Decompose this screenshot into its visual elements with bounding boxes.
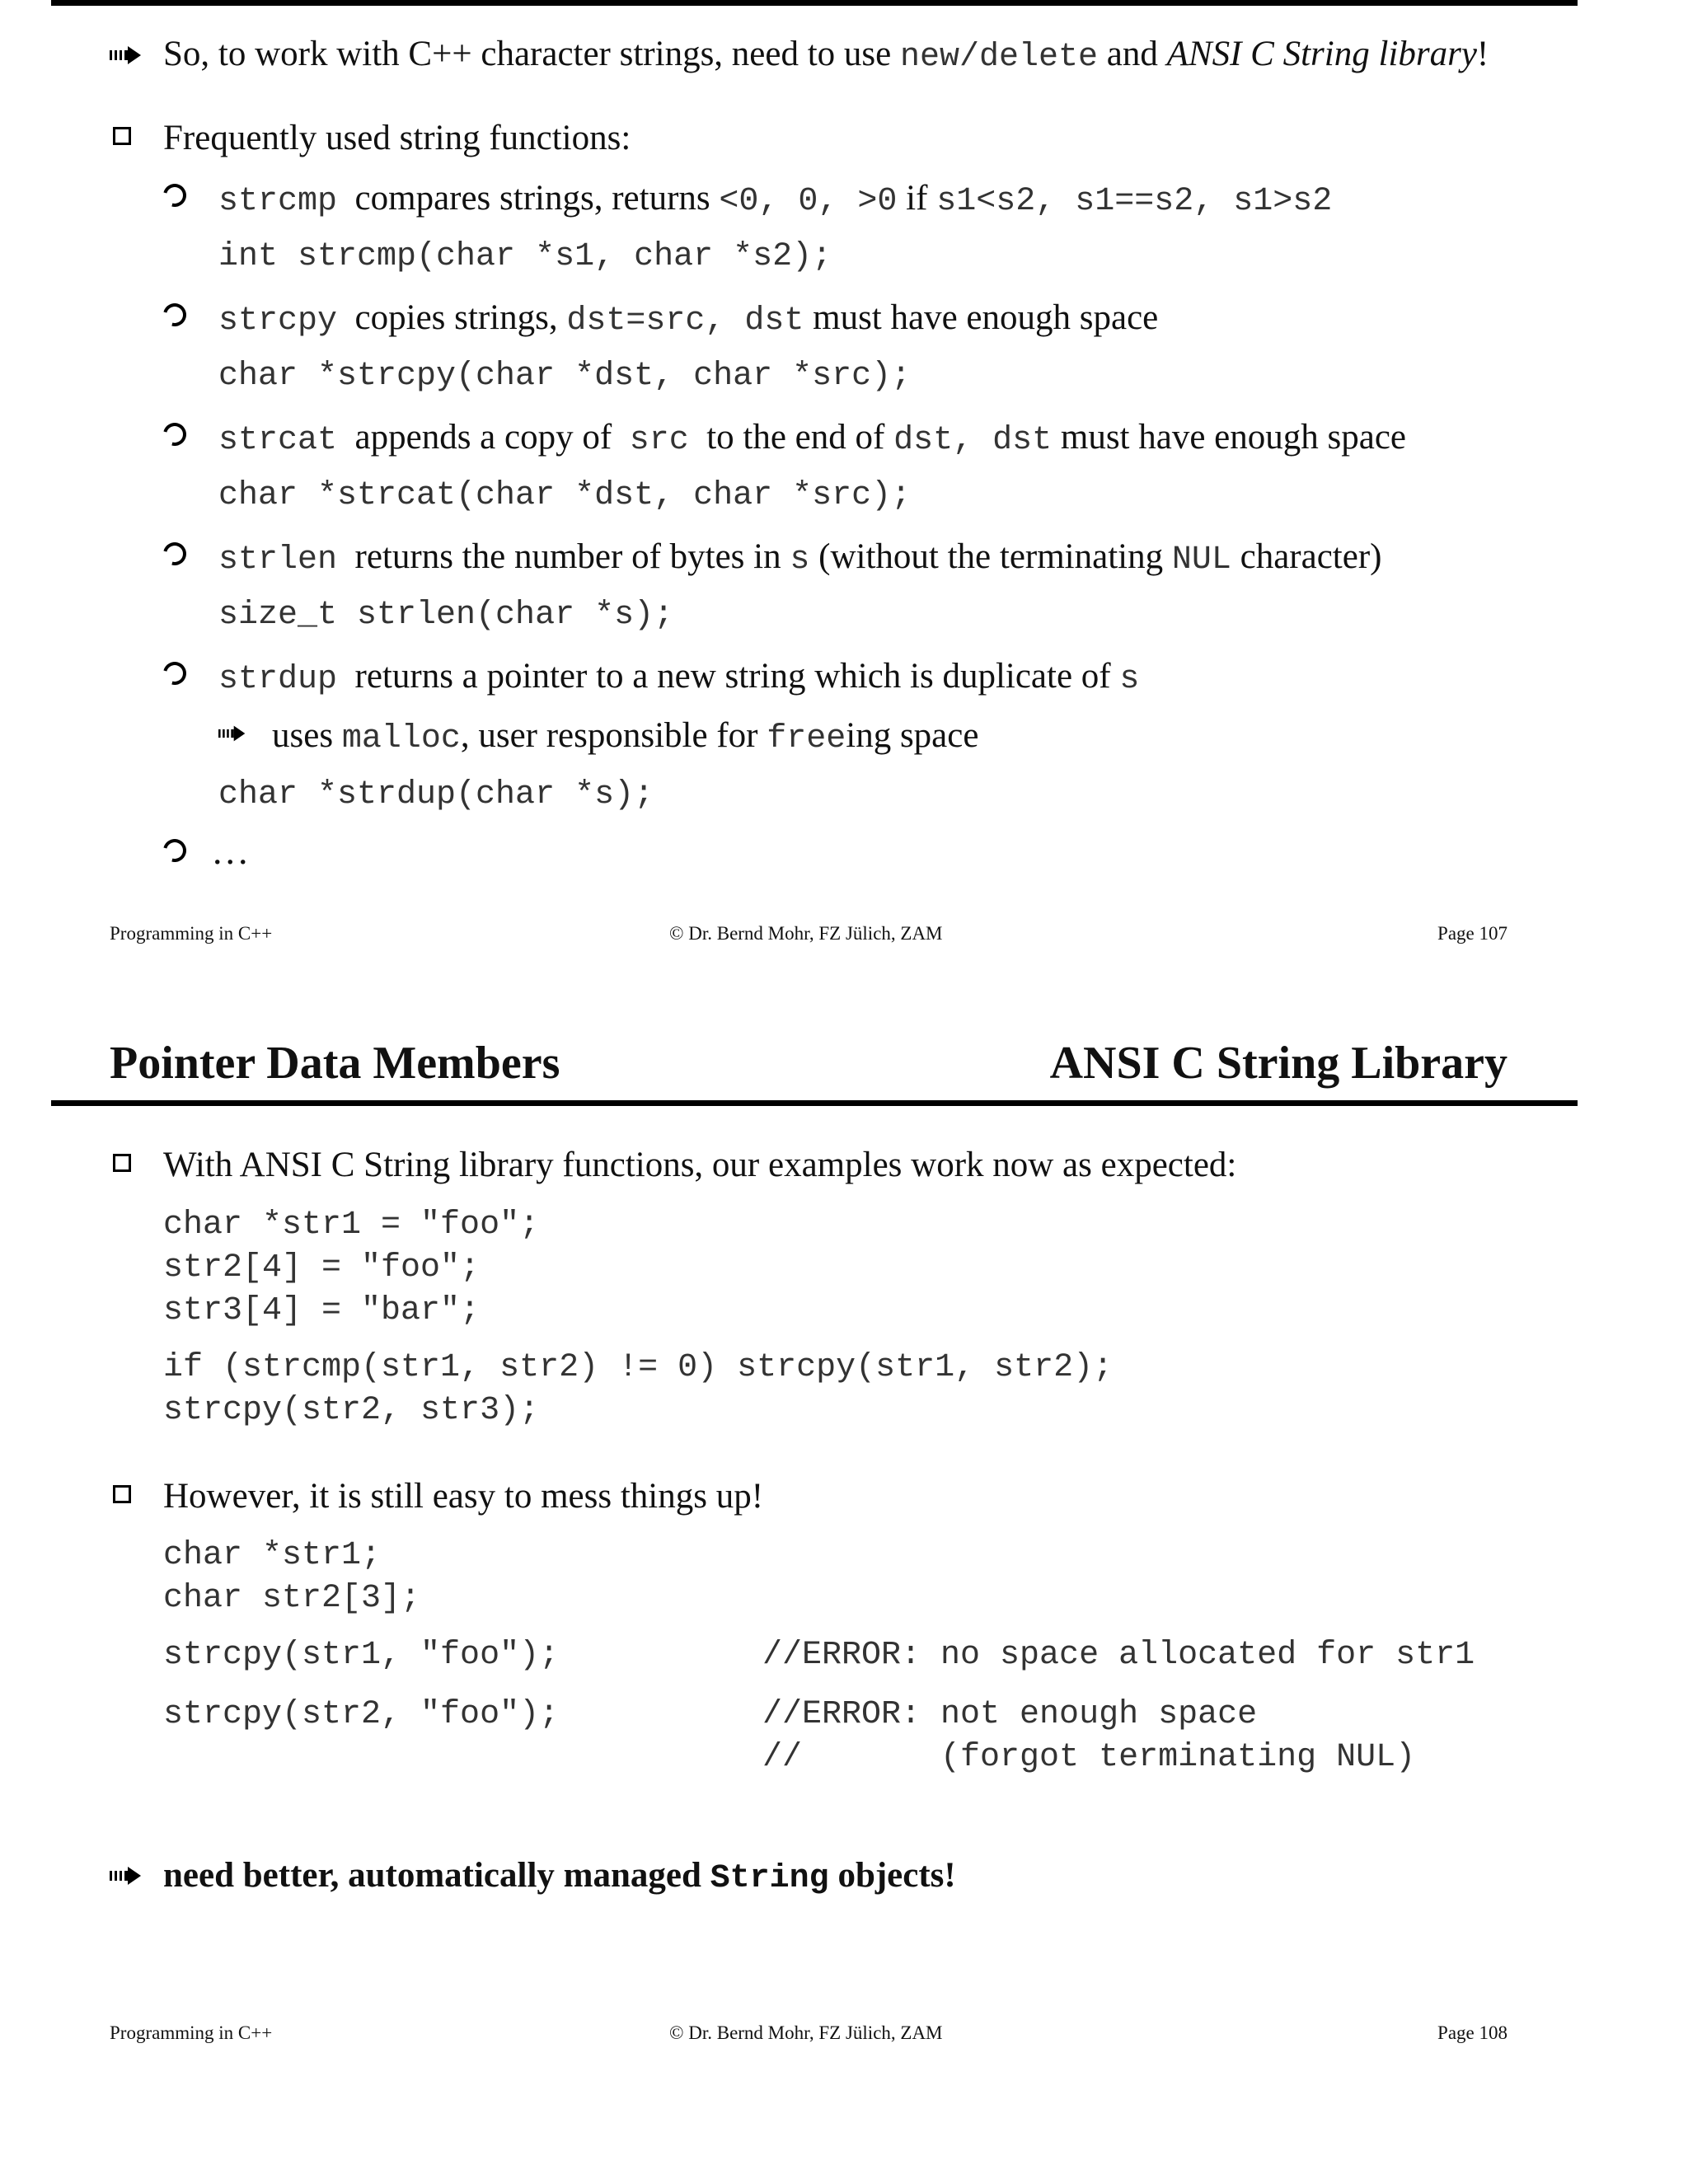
- page-title: Pointer Data Members: [110, 1038, 560, 1089]
- error-code-2: strcpy(str2, "foo");: [163, 1696, 560, 1733]
- bullet-expected: With ANSI C String library functions, our examples work now as expected:: [163, 1146, 1237, 1184]
- circle-bullet-icon: [159, 180, 190, 211]
- error-comment-2: //ERROR: not enough space // (forgot terminating NUL): [762, 1696, 1416, 1776]
- bullet-mess-up: However, it is still easy to mess things up!: [163, 1477, 764, 1516]
- checkbox-bullet-icon: [113, 127, 131, 145]
- intro-line: So, to work with C++ character strings, need to use new/delete and ANSI C String library!: [163, 35, 1489, 76]
- footer-left: Programming in C++: [110, 2022, 273, 2043]
- top-rule: [51, 0, 1578, 6]
- strdup-description: strdup returns a pointer to a new string which is duplicate of s: [218, 657, 1140, 698]
- ellipsis: ...: [213, 830, 251, 872]
- strcat-description: strcat appends a copy of src to the end of dst, dst must have enough space: [218, 418, 1406, 459]
- strcmp-description: strcmp compares strings, returns <0, 0, >0 if s1<s2, s1==s2, s1>s2: [218, 179, 1333, 220]
- circle-bullet-icon: [159, 658, 190, 689]
- arrow-bullet-icon: [110, 1867, 143, 1885]
- footer-center: © Dr. Bernd Mohr, FZ Jülich, ZAM: [669, 923, 943, 944]
- error-comment-1: //ERROR: no space allocated for str1: [762, 1637, 1475, 1674]
- circle-bullet-icon: [159, 835, 190, 866]
- conclusion: need better, automatically managed String objects!: [163, 1856, 956, 1897]
- strdup-note: uses malloc, user responsible for freeing space: [272, 716, 979, 757]
- circle-bullet-icon: [159, 299, 190, 330]
- strdup-prototype: char *strdup(char *s);: [218, 776, 654, 813]
- title-rule: [51, 1100, 1578, 1106]
- code-block-bad-declarations: char *str1; char str2[3];: [163, 1537, 421, 1617]
- circle-bullet-icon: [159, 538, 190, 569]
- strlen-prototype: size_t strlen(char *s);: [218, 597, 674, 634]
- footer-left: Programming in C++: [110, 923, 273, 944]
- checkbox-bullet-icon: [113, 1485, 131, 1503]
- footer-center: © Dr. Bernd Mohr, FZ Jülich, ZAM: [669, 2022, 943, 2043]
- page-subtitle: ANSI C String Library: [1049, 1038, 1507, 1089]
- strcpy-prototype: char *strcpy(char *dst, char *src);: [218, 358, 912, 395]
- footer-page-number: Page 107: [1437, 923, 1507, 944]
- arrow-bullet-icon: [110, 46, 143, 64]
- checkbox-bullet-icon: [113, 1154, 131, 1172]
- strcat-prototype: char *strcat(char *dst, char *src);: [218, 477, 912, 514]
- error-code-1: strcpy(str1, "foo");: [163, 1637, 560, 1674]
- strcpy-description: strcpy copies strings, dst=src, dst must have enough space: [218, 298, 1159, 340]
- code-block-declarations: char *str1 = "foo"; str2[4] = "foo"; str3[4] = "bar";: [163, 1207, 540, 1329]
- footer-page-number: Page 108: [1437, 2022, 1507, 2043]
- strlen-description: strlen returns the number of bytes in s (without the terminating NUL character): [218, 537, 1382, 579]
- strcmp-prototype: int strcmp(char *s1, char *s2);: [218, 238, 832, 275]
- section-heading: Frequently used string functions:: [163, 119, 631, 157]
- circle-bullet-icon: [159, 419, 190, 450]
- code-block-strcmp: if (strcmp(str1, str2) != 0) strcpy(str1, str2); strcpy(str2, str3);: [163, 1349, 1114, 1429]
- arrow-bullet-icon: [218, 725, 246, 742]
